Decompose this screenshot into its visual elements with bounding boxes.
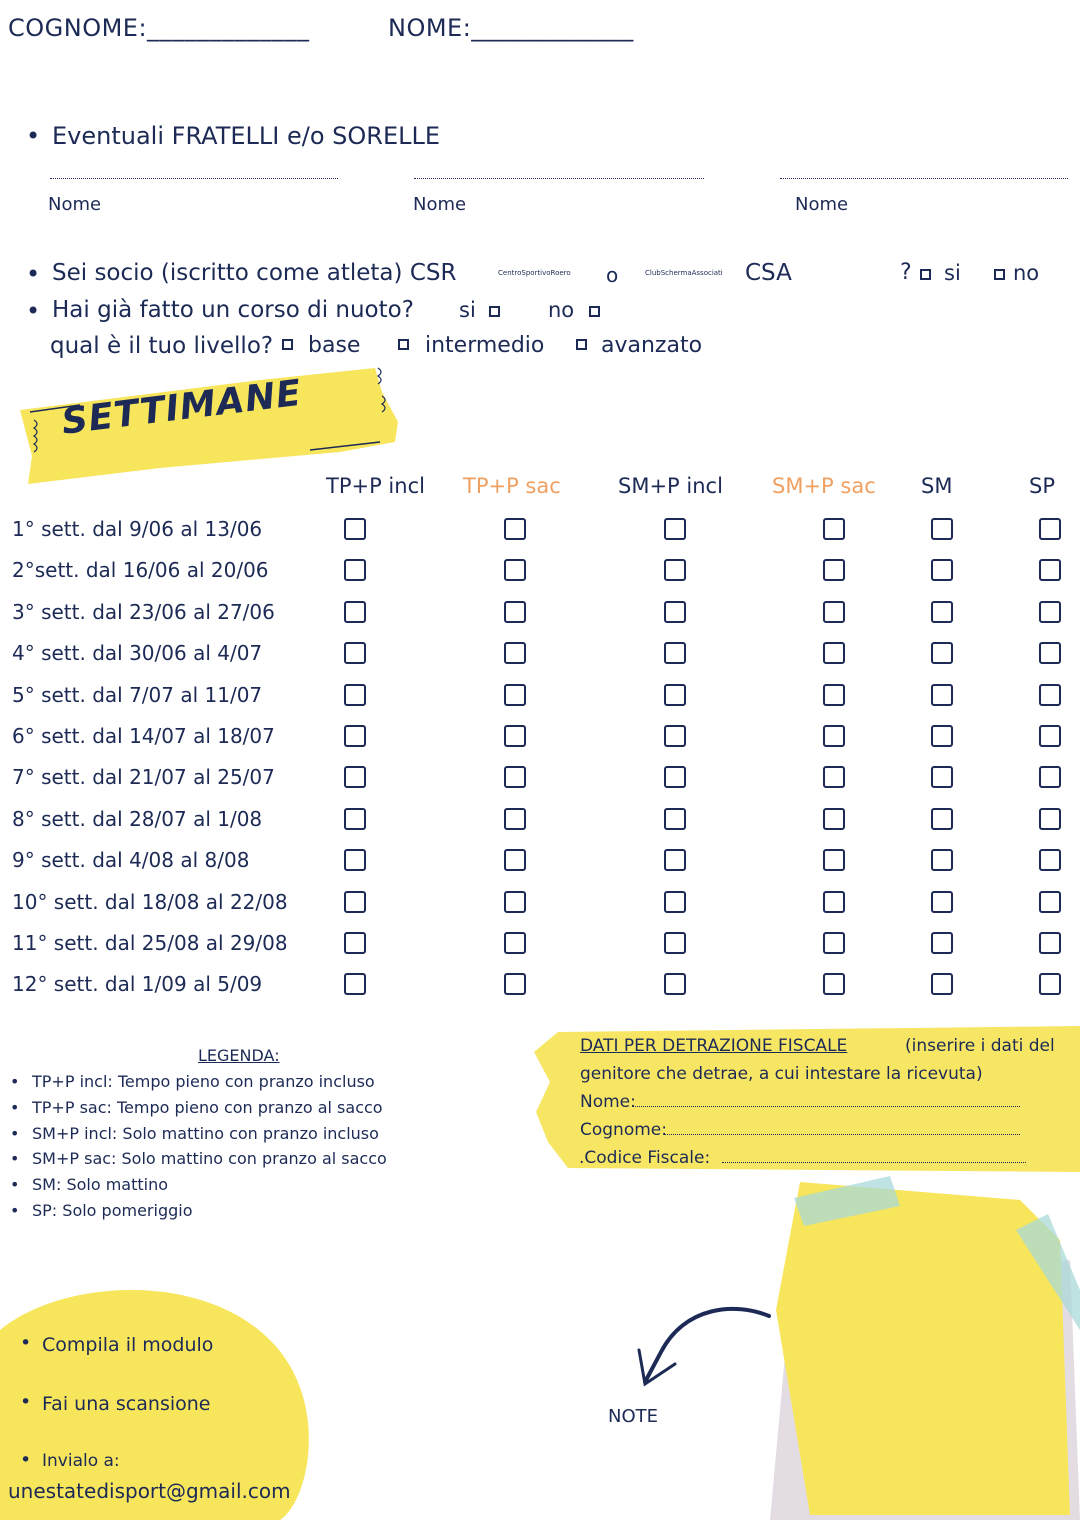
week-checkbox[interactable] (1039, 684, 1061, 706)
week-checkbox[interactable] (504, 932, 526, 954)
week-checkbox[interactable] (931, 601, 953, 623)
nome-label: NOME:_____________ (388, 14, 634, 42)
week-checkbox[interactable] (344, 891, 366, 913)
week-checkbox[interactable] (344, 849, 366, 871)
week-checkbox[interactable] (1039, 725, 1061, 747)
or-text: o (606, 263, 619, 287)
week-checkbox[interactable] (1039, 518, 1061, 540)
week-checkbox[interactable] (931, 849, 953, 871)
week-checkbox[interactable] (504, 891, 526, 913)
week-checkbox[interactable] (504, 559, 526, 581)
week-checkbox[interactable] (664, 518, 686, 540)
week-label: 11° sett. dal 25/08 al 29/08 (12, 931, 288, 955)
bullet-icon: • (26, 122, 41, 150)
week-checkbox[interactable] (344, 766, 366, 788)
week-checkbox[interactable] (931, 973, 953, 995)
week-checkbox[interactable] (931, 891, 953, 913)
week-label: 4° sett. dal 30/06 al 4/07 (12, 641, 263, 666)
step-item: Compila il modulo (42, 1334, 214, 1356)
fiscal-nome-field[interactable] (632, 1106, 1020, 1107)
bullet-icon: • (20, 1332, 32, 1354)
week-checkbox[interactable] (931, 684, 953, 706)
week-checkbox[interactable] (823, 642, 845, 664)
week-checkbox[interactable] (664, 684, 686, 706)
siblings-heading (26, 122, 441, 150)
week-checkbox[interactable] (664, 808, 686, 830)
week-checkbox[interactable] (1039, 601, 1061, 623)
week-checkbox[interactable] (1039, 808, 1061, 830)
legend-item: • TP+P incl: Tempo pieno con pranzo incluso (32, 1072, 375, 1091)
column-header: SM+P incl (618, 474, 723, 498)
week-label: 10° sett. dal 18/08 al 22/08 (12, 889, 288, 914)
week-checkbox[interactable] (504, 642, 526, 664)
week-checkbox[interactable] (504, 766, 526, 788)
socio-si-label: si (944, 261, 961, 285)
sibling-3-label: Nome (795, 194, 849, 215)
siblings-heading-text: Eventuali FRATELLI e/o SORELLE (52, 122, 441, 150)
question-mark: ? (900, 260, 912, 285)
corso-si-label: si (459, 298, 476, 322)
sibling-2-field[interactable] (414, 178, 704, 179)
week-checkbox[interactable] (1039, 932, 1061, 954)
week-checkbox[interactable] (823, 891, 845, 913)
column-header: TP+P incl (326, 474, 425, 498)
csr-full-name: CentroSportivoRoero (498, 269, 571, 277)
csa-text: CSA (745, 260, 792, 286)
week-label: 9° sett. dal 4/08 al 8/08 (12, 848, 250, 873)
week-checkbox[interactable] (504, 849, 526, 871)
week-checkbox[interactable] (344, 684, 366, 706)
legend-item: • SM+P incl: Solo mattino con pranzo incluso (32, 1124, 379, 1143)
week-checkbox[interactable] (664, 642, 686, 664)
legend-title: LEGENDA: (198, 1046, 280, 1065)
week-checkbox[interactable] (664, 891, 686, 913)
week-checkbox[interactable] (1039, 766, 1061, 788)
week-checkbox[interactable] (504, 973, 526, 995)
corso-no-checkbox[interactable] (589, 306, 600, 317)
legend-item: • SM: Solo mattino (32, 1175, 168, 1194)
corso-no-label: no (548, 298, 575, 322)
week-checkbox[interactable] (344, 642, 366, 664)
socio-no-label: no (1013, 261, 1040, 285)
legend-item: • SP: Solo pomeriggio (32, 1201, 193, 1220)
fiscal-note-b: genitore che detrae, a cui intestare la ricevuta) (580, 1064, 983, 1084)
settimane-title: SETTIMANE (59, 372, 304, 443)
bullet-icon: • (20, 1391, 32, 1413)
livello-avanzato-checkbox[interactable] (576, 339, 587, 350)
week-label: 3° sett. dal 23/06 al 27/06 (12, 599, 275, 624)
week-checkbox[interactable] (823, 932, 845, 954)
cognome-label: COGNOME:_____________ (8, 14, 310, 42)
csa-full-name: ClubSchermaAssociati (645, 269, 723, 277)
week-label: 12° sett. dal 1/09 al 5/09 (12, 972, 263, 997)
livello-base-label: base (308, 333, 361, 358)
legend-item: • SM+P sac: Solo mattino con pranzo al sacco (32, 1149, 387, 1168)
week-checkbox[interactable] (504, 808, 526, 830)
fiscal-codice-label: .Codice Fiscale: (579, 1148, 711, 1168)
week-checkbox[interactable] (823, 601, 845, 623)
week-checkbox[interactable] (823, 684, 845, 706)
week-checkbox[interactable] (344, 932, 366, 954)
socio-question: Sei socio (iscritto come atleta) CSR (52, 260, 457, 286)
week-checkbox[interactable] (1039, 891, 1061, 913)
week-checkbox[interactable] (823, 973, 845, 995)
socio-no-checkbox[interactable] (994, 269, 1005, 280)
week-checkbox[interactable] (504, 725, 526, 747)
week-checkbox[interactable] (823, 559, 845, 581)
sibling-1-field[interactable] (50, 178, 338, 179)
livello-intermedio-label: intermedio (425, 333, 545, 358)
week-checkbox[interactable] (664, 973, 686, 995)
week-checkbox[interactable] (344, 725, 366, 747)
week-checkbox[interactable] (344, 601, 366, 623)
bullet-icon: • (26, 297, 41, 325)
fiscal-codice-field[interactable] (722, 1162, 1026, 1163)
week-checkbox[interactable] (931, 725, 953, 747)
column-header: TP+P sac (463, 474, 561, 498)
week-checkbox[interactable] (344, 559, 366, 581)
sibling-1-label: Nome (48, 194, 102, 215)
fiscal-title: DATI PER DETRAZIONE FISCALE (580, 1036, 848, 1056)
step-item: Invialo a: (42, 1451, 120, 1471)
sibling-3-field[interactable] (780, 178, 1068, 179)
week-checkbox[interactable] (664, 849, 686, 871)
week-checkbox[interactable] (344, 808, 366, 830)
column-header: SP (1029, 474, 1055, 498)
week-checkbox[interactable] (931, 642, 953, 664)
week-checkbox[interactable] (931, 766, 953, 788)
week-checkbox[interactable] (1039, 559, 1061, 581)
note-label: NOTE (608, 1406, 659, 1427)
week-checkbox[interactable] (931, 932, 953, 954)
week-checkbox[interactable] (664, 725, 686, 747)
week-checkbox[interactable] (504, 518, 526, 540)
week-label: 7° sett. dal 21/07 al 25/07 (12, 765, 275, 790)
fiscal-cognome-field[interactable] (664, 1134, 1020, 1135)
week-checkbox[interactable] (823, 808, 845, 830)
email-address[interactable]: unestatedisport@gmail.com (8, 1479, 291, 1503)
week-label: 5° sett. dal 7/07 al 11/07 (12, 682, 263, 707)
week-checkbox[interactable] (664, 559, 686, 581)
week-label: 1° sett. dal 9/06 al 13/06 (12, 517, 263, 541)
week-checkbox[interactable] (344, 973, 366, 995)
week-label: 8° sett. dal 28/07 al 1/08 (12, 806, 263, 831)
fiscal-note-a: (inserire i dati del (905, 1036, 1055, 1056)
week-checkbox[interactable] (1039, 849, 1061, 871)
week-label: 2°sett. dal 16/06 al 20/06 (12, 558, 269, 583)
week-checkbox[interactable] (931, 808, 953, 830)
corso-si-checkbox[interactable] (489, 306, 500, 317)
livello-intermedio-checkbox[interactable] (398, 339, 409, 350)
week-checkbox[interactable] (823, 766, 845, 788)
week-checkbox[interactable] (823, 849, 845, 871)
week-label: 6° sett. dal 14/07 al 18/07 (12, 724, 275, 748)
corso-question: Hai già fatto un corso di nuoto? (52, 297, 414, 323)
sticky-note-shape (740, 1170, 1080, 1520)
livello-question: qual è il tuo livello? (50, 333, 274, 359)
week-checkbox[interactable] (931, 518, 953, 540)
week-checkbox[interactable] (1039, 973, 1061, 995)
week-checkbox[interactable] (931, 559, 953, 581)
bullet-icon: • (20, 1449, 32, 1471)
column-header: SM (921, 474, 953, 498)
fiscal-nome-label: Nome: (580, 1092, 636, 1112)
legend-item: • TP+P sac: Tempo pieno con pranzo al sacco (32, 1098, 383, 1117)
livello-base-checkbox[interactable] (282, 339, 293, 350)
sibling-2-label: Nome (413, 194, 467, 215)
livello-avanzato-label: avanzato (601, 333, 703, 358)
week-checkbox[interactable] (823, 518, 845, 540)
week-checkbox[interactable] (664, 601, 686, 623)
week-checkbox[interactable] (664, 766, 686, 788)
arrow-icon (625, 1296, 775, 1396)
column-header: SM+P sac (772, 474, 876, 498)
week-checkbox[interactable] (344, 518, 366, 540)
week-checkbox[interactable] (823, 725, 845, 747)
step-item: Fai una scansione (42, 1393, 211, 1415)
week-checkbox[interactable] (504, 601, 526, 623)
week-checkbox[interactable] (664, 932, 686, 954)
week-checkbox[interactable] (1039, 642, 1061, 664)
bullet-icon: • (26, 260, 41, 288)
fiscal-cognome-label: Cognome: (580, 1120, 667, 1140)
week-checkbox[interactable] (504, 684, 526, 706)
socio-si-checkbox[interactable] (920, 269, 931, 280)
